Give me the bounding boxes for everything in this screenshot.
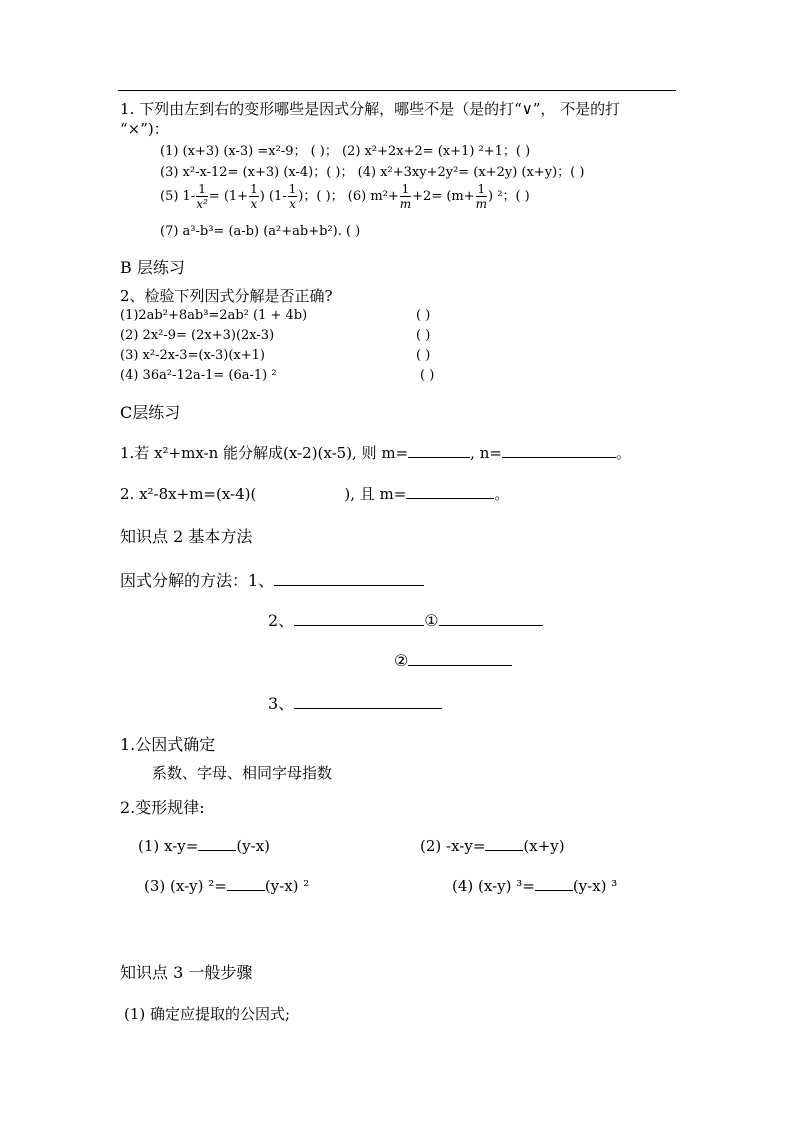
blank-rule-2[interactable] xyxy=(485,836,523,851)
section-c-question-2 xyxy=(120,483,509,504)
methods-line-2 xyxy=(268,608,543,631)
row3-part-f: ) ²；( ) xyxy=(488,189,530,204)
common-factor-title: 1.公因式确定 xyxy=(120,735,216,754)
blank-rule-4[interactable] xyxy=(535,876,573,891)
fraction-one-over-x-squared xyxy=(196,182,208,211)
frac-denominator: m xyxy=(475,197,488,211)
frac-denominator: m xyxy=(399,197,412,211)
rule-1 xyxy=(138,836,270,855)
question-1-row-1: (1) (x+3) (x-3) =x²-9； ( )； (2) x²+2x+2= (x+1) ²+1；( ) xyxy=(160,144,531,159)
common-factor-detail: 系数、字母、相同字母指数 xyxy=(152,764,333,782)
q1-end: 。 xyxy=(615,444,631,462)
fraction-one-over-x xyxy=(249,182,259,211)
section-c-heading: C层练习 xyxy=(120,403,181,422)
blank-m-value[interactable] xyxy=(406,484,494,499)
question-2: 2、检验下列因式分解是否正确? xyxy=(120,287,333,305)
kp2-heading: 知识点 2 基本方法 xyxy=(120,527,253,546)
fraction-one-over-m xyxy=(400,182,411,211)
rule-3 xyxy=(144,876,309,895)
question-1-row-2: (3) x²-x-12= (x+3) (x-4)；( )； (4) x²+3xy+2y²= (x+2y) (x+y)；( ) xyxy=(160,165,585,180)
frac-numerator: 1 xyxy=(288,182,297,196)
q2-text-a: 2. x²-8x+m=(x-4)( xyxy=(120,485,257,503)
frac-denominator: x² xyxy=(196,197,208,211)
row3-part-c: ) (1- xyxy=(259,189,287,204)
methods-line-1 xyxy=(120,568,424,591)
rule-2 xyxy=(420,836,565,855)
check-item-mark: ( ) xyxy=(416,328,431,343)
frac-numerator: 1 xyxy=(250,182,258,196)
fraction-one-over-x xyxy=(288,182,298,211)
q2-end: 。 xyxy=(494,485,510,503)
frac-denominator: x xyxy=(250,197,258,211)
q2-text-b: ), 且 m= xyxy=(344,485,407,503)
rule-1-right: (y-x) xyxy=(236,837,271,855)
methods-line-2b xyxy=(394,651,512,670)
question-1-line-2: “×”)： xyxy=(120,120,169,138)
blank-method-2-2[interactable] xyxy=(408,651,512,666)
question-1-row-4: (7) a³-b³= (a-b) (a²+ab+b²). ( ) xyxy=(160,224,361,239)
frac-numerator: 1 xyxy=(198,182,206,196)
rule-4-right: (y-x) ³ xyxy=(572,877,618,895)
check-item-expr: (4) 36a²-12a-1= (6a-1) ² xyxy=(120,368,277,383)
blank-method-2-1[interactable] xyxy=(439,611,543,626)
kp3-step-1: (1) 确定应提取的公因式; xyxy=(124,1005,291,1023)
check-item-expr: (2) 2x²-9= (2x+3)(2x-3) xyxy=(120,328,275,343)
check-item-mark: ( ) xyxy=(420,368,435,383)
header-rule xyxy=(118,90,676,91)
blank-rule-3[interactable] xyxy=(227,876,265,891)
transform-rules-title: 2.变形规律: xyxy=(120,798,205,817)
blank-rule-1[interactable] xyxy=(198,836,236,851)
method-2-label: 2、 xyxy=(268,611,295,630)
frac-numerator: 1 xyxy=(401,182,410,196)
section-c-question-1 xyxy=(120,442,631,463)
frac-denominator: x xyxy=(289,197,296,211)
row3-part-e: +2= (m+ xyxy=(412,189,475,204)
blank-n[interactable] xyxy=(502,443,616,458)
blank-m[interactable] xyxy=(408,443,470,458)
rule-3-right: (y-x) ² xyxy=(264,877,310,895)
question-1-line-1: 1. 下列由左到右的变形哪些是因式分解，哪些不是（是的打“∨”， 不是的打 xyxy=(120,100,621,118)
rule-3-left: (3) (x-y) ²= xyxy=(144,877,227,895)
blank-method-3[interactable] xyxy=(294,694,442,709)
q1-text-a: 1.若 x²+mx-n 能分解成(x-2)(x-5), 则 m= xyxy=(120,444,409,462)
frac-numerator: 1 xyxy=(477,182,486,196)
circled-two: ② xyxy=(394,651,409,670)
rule-2-left: (2) -x-y= xyxy=(420,837,486,855)
rule-1-left: (1) x-y= xyxy=(138,837,199,855)
section-b-heading: B 层练习 xyxy=(120,258,185,277)
check-item-mark: ( ) xyxy=(416,308,431,323)
circled-one: ① xyxy=(424,611,439,630)
blank-method-2[interactable] xyxy=(294,611,424,626)
blank-method-1[interactable] xyxy=(274,571,424,586)
q1-text-b: , n= xyxy=(470,444,502,462)
fraction-one-over-m xyxy=(476,182,487,211)
check-item-mark: ( ) xyxy=(416,348,431,363)
rule-2-right: (x+y) xyxy=(523,837,565,855)
methods-label: 因式分解的方法：1、 xyxy=(120,571,275,590)
question-1-row-3 xyxy=(160,182,530,212)
row3-part-d: )；( )； (6) m²+ xyxy=(298,189,399,204)
kp3-heading: 知识点 3 一般步骤 xyxy=(120,963,253,982)
method-3-label: 3、 xyxy=(268,694,295,713)
check-item-expr: (1)2ab²+8ab³=2ab² (1 + 4b) xyxy=(120,308,308,323)
row3-part-b: = (1+ xyxy=(208,189,249,204)
row3-part-a: (5) 1- xyxy=(160,189,196,204)
methods-line-3 xyxy=(268,691,442,714)
check-item-expr: (3) x²-2x-3=(x-3)(x+1) xyxy=(120,348,265,363)
rule-4 xyxy=(452,876,617,895)
rule-4-left: (4) (x-y) ³= xyxy=(452,877,535,895)
